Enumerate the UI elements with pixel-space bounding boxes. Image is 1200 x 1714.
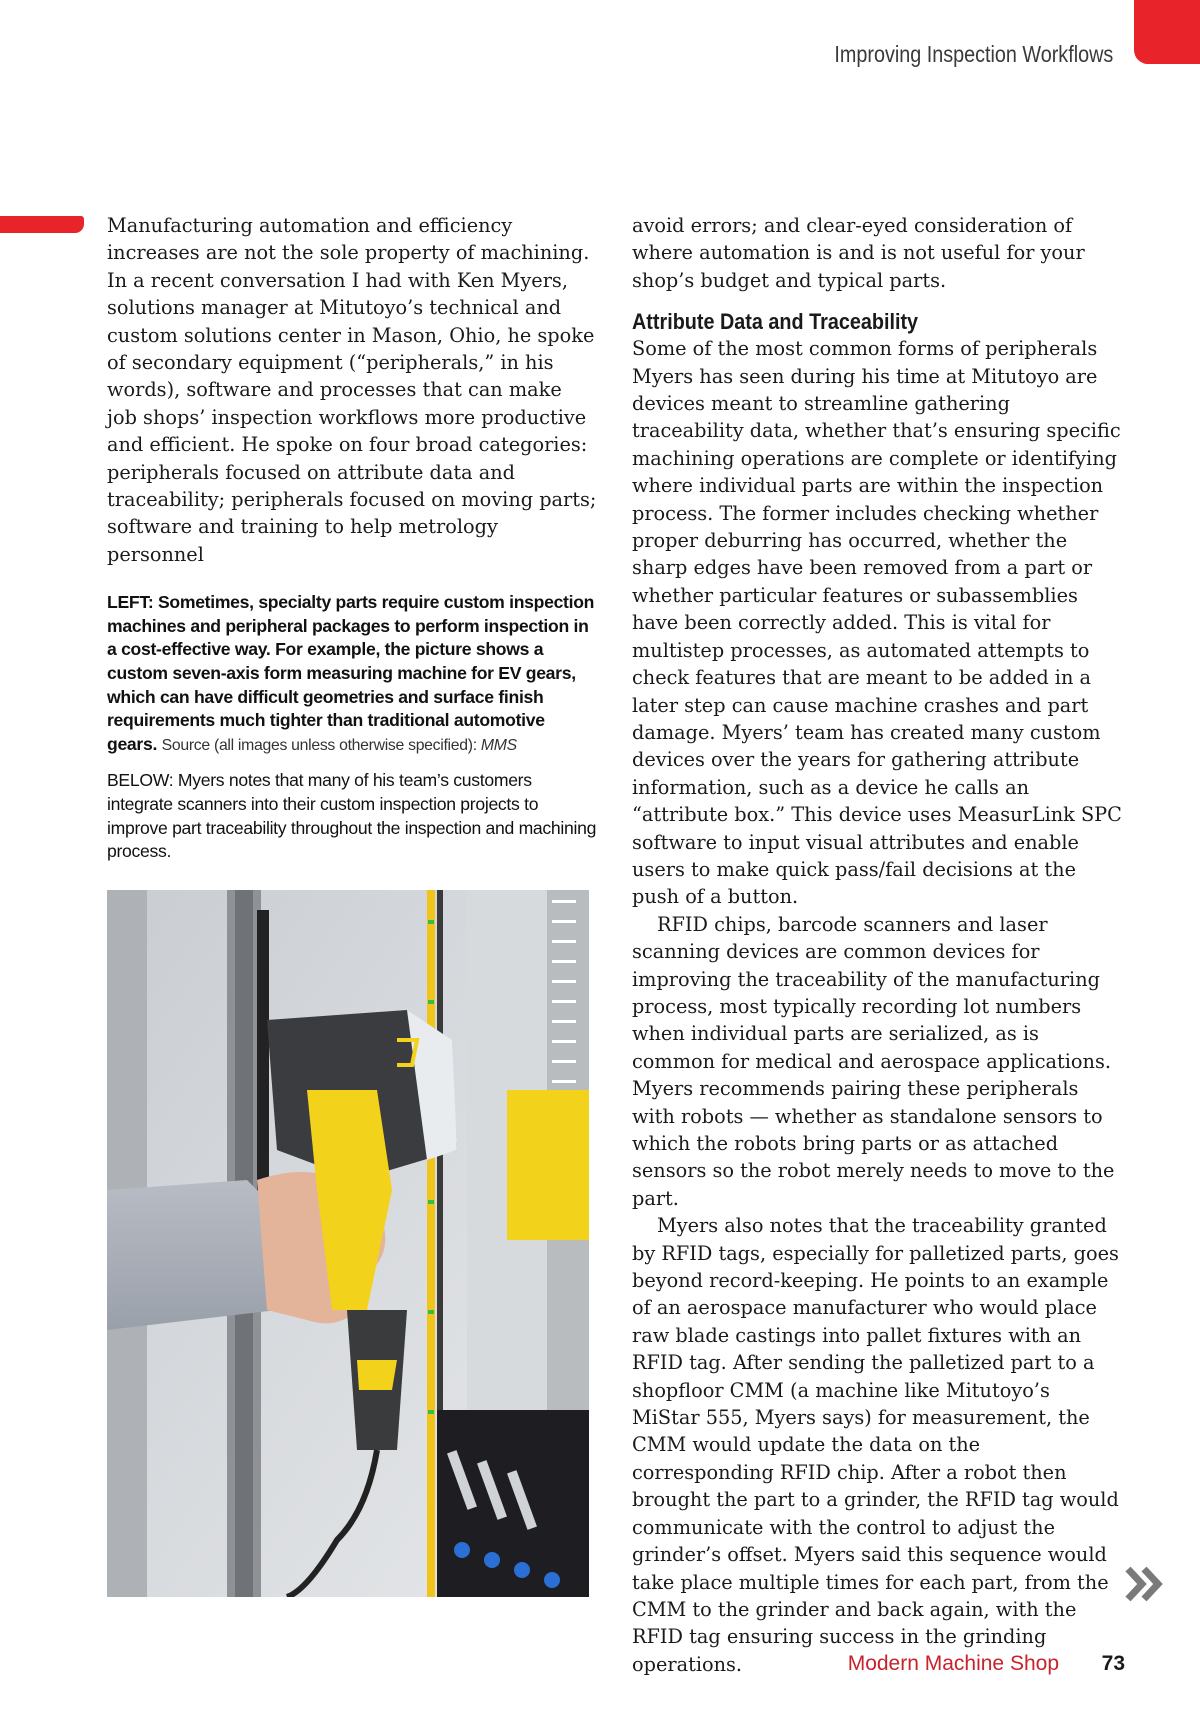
page-number: 73 <box>1101 1652 1125 1675</box>
caption-below: BELOW: Myers notes that many of his team’s customers integrate scanners into their custom inspection projects to improve part traceability throughout the inspection and machining process. <box>107 770 597 862</box>
paragraph-2: RFID chips, barcode scanners and laser scanning devices are common devices for improving the traceability of the manufacturing process, most typically recording lot numbers when individual parts are serialized, as is common for medical and aerospace applications. Myers recommends pairing these peripherals with robots — whether as standalone sensors to which the robots bring parts or as attached sensors so the robot merely needs to move to the part. <box>632 912 1115 1210</box>
right-body <box>632 212 1122 1678</box>
photo-illustration <box>107 890 589 1597</box>
paragraph-1: Some of the most common forms of peripherals Myers has seen during his time at Mitutoyo are devices meant to streamline gathering traceability data, whether that’s ensuring specific machining operations are complete or identifying where individual parts are within the inspection process. The former includes checking whether proper deburring has occurred, whether the sharp edges have been removed from a part or whether particular features or subassemblies have been correctly added. This is vital for multistep processes, as automated attempts to check features that are meant to be added in a later step can cause machine crashes and part damage. Myers’ team has created many custom devices over the years for gathering attribute information, such as a device he calls an “attribute box.” This device uses MeasurLink SPC software to input visual attributes and enable users to make quick pass/fail decisions at the push of a button. <box>632 337 1122 909</box>
running-head: Improving Inspection Workflows <box>834 41 1113 67</box>
barcode-scanner-photo <box>107 890 589 1597</box>
section-heading: Attribute Data and Traceability <box>632 309 919 335</box>
intro-paragraph: Manufacturing automation and efficiency increases are not the sole property of machining. In a recent conversation I had with Ken Myers, solutions manager at Mitutoyo’s technical and custom solutions center in Mason, Ohio, he spoke of secondary equipment (“peripherals,” in his words), software and processes that can make job shops’ inspection workflows more productive and efficient. He spoke on four broad categories: peripherals focused on attribute data and traceability; peripherals focused on moving parts; software and training to help metrology personnel <box>107 214 597 566</box>
caption-left <box>107 591 597 757</box>
caption-source-name: MMS <box>480 736 517 754</box>
article-marker-tab <box>0 216 84 233</box>
header-red-tab <box>1134 0 1200 64</box>
paragraph-3: Myers also notes that the traceability granted by RFID tags, especially for palletized parts, goes beyond record-keeping. He points to an example of an aerospace manufacturer who would place raw blade castings into pallet fixtures with an RFID tag. After sending the palletized part to a shopfloor CMM (a machine like Mitutoyo’s MiStar 555, Myers says) for measurement, the CMM would update the data on the corresponding RFID chip. After a robot then brought the part to a grinder, the RFID tag would communicate with the control to adjust the grinder’s offset. Myers said this sequence would take place multiple times for each part, from the CMM to the grinder and back again, with the RFID tag ensuring success in the grinding operations. <box>632 1214 1119 1676</box>
publication-name: Modern Machine Shop <box>847 1652 1059 1675</box>
caption-source-prefix: Source (all images unless otherwise specified): <box>161 736 481 754</box>
right-column <box>632 212 1122 1678</box>
intro-continuation: avoid errors; and clear-eyed consideration of where automation is and is not useful for your shop’s budget and typical parts. <box>632 214 1085 292</box>
double-chevron-right-icon <box>1125 1565 1167 1603</box>
left-column <box>107 212 597 864</box>
caption-left-text: LEFT: Sometimes, specialty parts require custom inspection machines and peripheral packages to perform inspection in a cost-effective way. For example, the picture shows a custom seven-axis form measuring machine for EV gears, which can have difficult geometries and surface finish requirements much tighter than traditional automotive gears. <box>107 592 595 754</box>
left-body <box>107 212 597 568</box>
